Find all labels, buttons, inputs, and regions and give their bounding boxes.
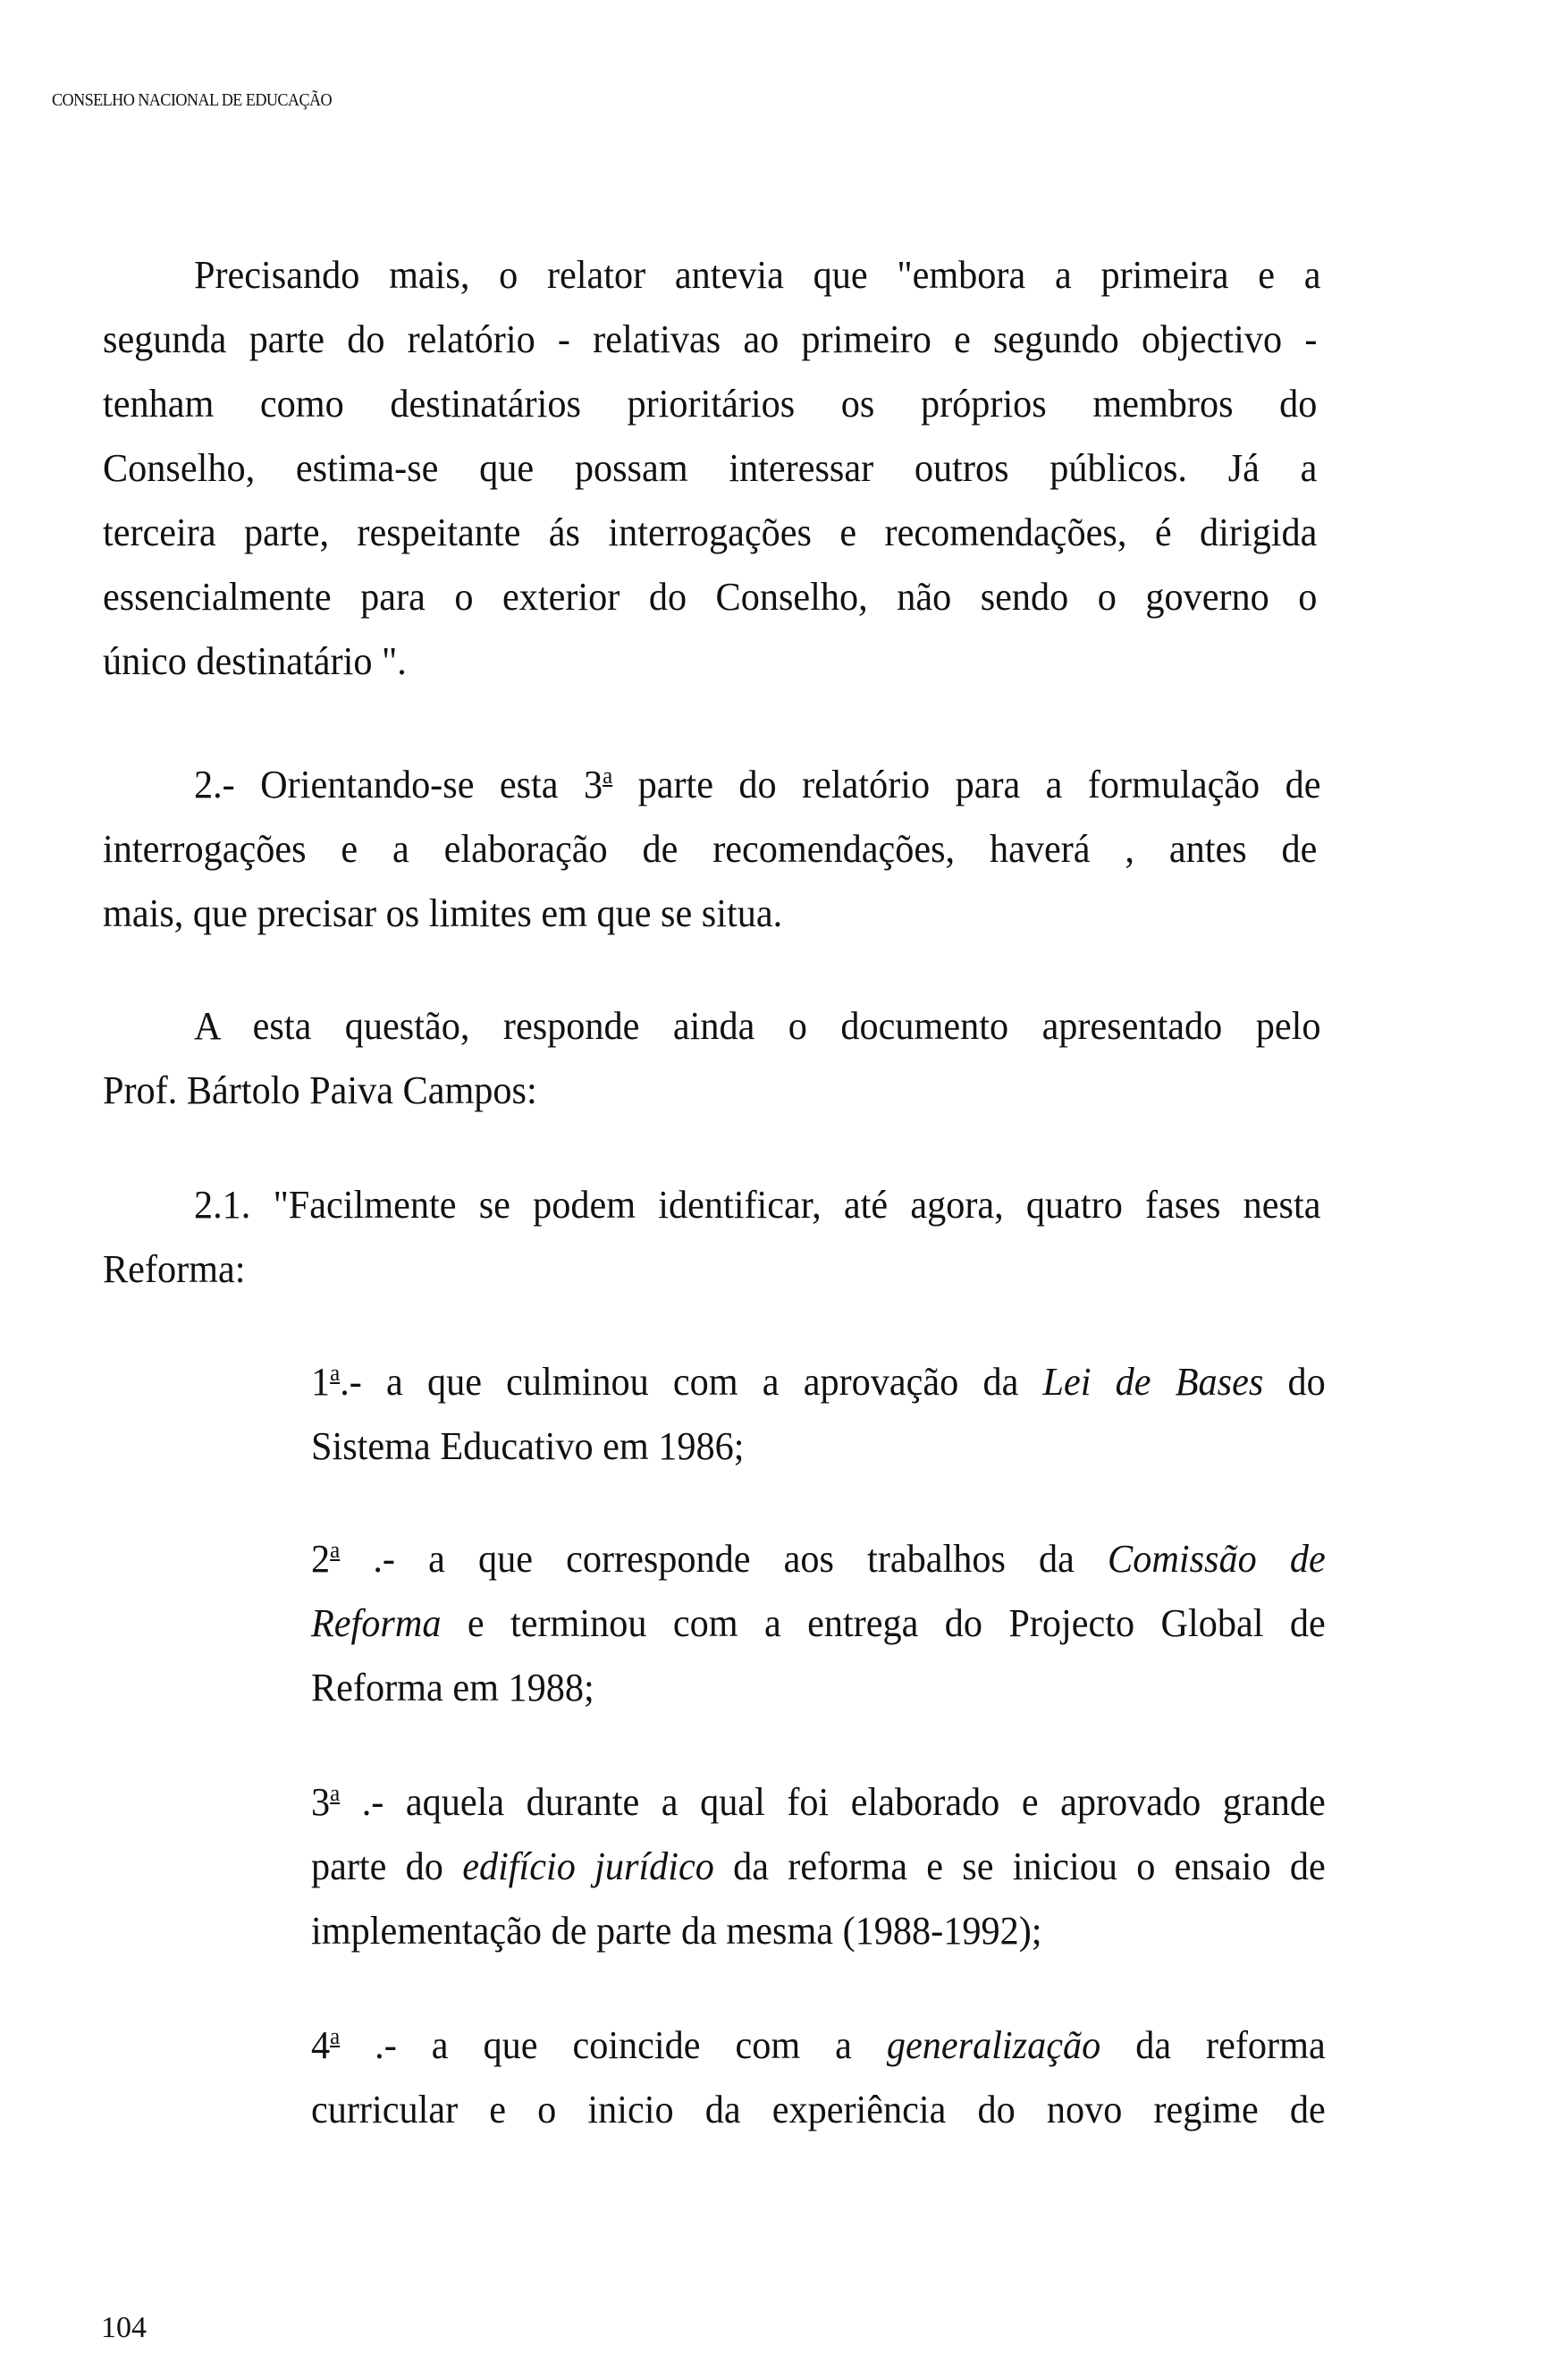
phase-3-line	[311, 1844, 1326, 1890]
phase-number: 1	[311, 1360, 331, 1404]
phase-text: do	[1263, 1360, 1326, 1404]
paragraph-1-line: Conselho, estima-se que possam interessar outros públicos. Já a	[103, 446, 1318, 490]
phase-italic-text: Comissão de	[1108, 1537, 1326, 1581]
phase-2-line	[311, 1600, 1326, 1647]
paragraph-1-line: segunda parte do relatório - relativas ao primeiro e segundo objectivo -	[103, 317, 1318, 361]
paragraph-2-text: 2.- Orientando-se esta 3	[194, 763, 603, 806]
phase-3-line	[311, 1779, 1326, 1826]
phase-1-line: Sistema Educativo em 1986;	[311, 1424, 745, 1468]
paragraph-4-line: Reforma:	[103, 1247, 246, 1291]
phase-italic-text: Reforma	[311, 1601, 442, 1645]
paragraph-2-line	[194, 762, 1320, 808]
paragraph-1-line: essencialmente para o exterior do Conselho, não sendo o governo o	[103, 575, 1318, 619]
paragraph-2-line: interrogações e a elaboração de recomendações, haverá , antes de	[103, 827, 1318, 871]
paragraph-1-line: terceira parte, respeitante ás interrogações e recomendações, é dirigida	[103, 511, 1318, 554]
phase-number: 3	[311, 1780, 331, 1824]
paragraph-2-text: parte do relatório para a formulação de	[612, 763, 1321, 806]
phase-number: 2	[311, 1537, 331, 1581]
phase-text: .- a que coincide com a	[340, 2023, 887, 2067]
phase-italic-text: edifício jurídico	[462, 1844, 714, 1888]
phase-text: parte do	[311, 1844, 463, 1888]
phase-3-line: implementação de parte da mesma (1988-1992);	[311, 1909, 1042, 1953]
paragraph-3-line: Prof. Bártolo Paiva Campos:	[103, 1068, 537, 1112]
phase-text: da reforma	[1100, 2023, 1326, 2067]
phase-2-line: Reforma em 1988;	[311, 1666, 594, 1709]
phase-text: .- a que corresponde aos trabalhos da	[340, 1537, 1108, 1581]
paragraph-1-line: tenham como destinatários prioritários os próprios membros do	[103, 382, 1318, 426]
phase-text: e terminou com a entrega do Projecto Global de	[441, 1601, 1326, 1645]
running-header: CONSELHO NACIONAL DE EDUCAÇÃO	[52, 91, 333, 110]
phase-number: 4	[311, 2023, 331, 2067]
phase-text: da reforma e se iniciou o ensaio de	[713, 1844, 1326, 1888]
ordinal-indicator: a	[330, 1360, 341, 1386]
phase-1-line	[311, 1359, 1326, 1405]
phase-italic-text: generalização	[886, 2023, 1101, 2067]
phase-2-line	[311, 1536, 1326, 1582]
ordinal-indicator: a	[330, 1780, 341, 1806]
ordinal-indicator: a	[330, 2023, 341, 2049]
phase-text: .- a que culminou com a aprovação da	[340, 1360, 1043, 1404]
paragraph-2-line: mais, que precisar os limites em que se situa.	[103, 891, 783, 935]
phase-text: .- aquela durante a qual foi elaborado e aprovado grande	[340, 1780, 1326, 1824]
page-number: 104	[101, 2311, 147, 2344]
paragraph-1-line: Precisando mais, o relator antevia que "embora a primeira e a	[194, 253, 1321, 297]
paragraph-4-line: 2.1. "Facilmente se podem identificar, até agora, quatro fases nesta	[194, 1183, 1321, 1227]
phase-4-line	[311, 2022, 1326, 2069]
ordinal-indicator: a	[330, 1537, 341, 1563]
phase-4-line: curricular e o inicio da experiência do novo regime de	[311, 2088, 1326, 2131]
paragraph-1-line: único destinatário ".	[103, 639, 407, 683]
paragraph-3-line: A esta questão, responde ainda o documento apresentado pelo	[194, 1004, 1321, 1048]
ordinal-indicator: a	[603, 763, 613, 789]
phase-italic-text: Lei de Bases	[1042, 1360, 1264, 1404]
